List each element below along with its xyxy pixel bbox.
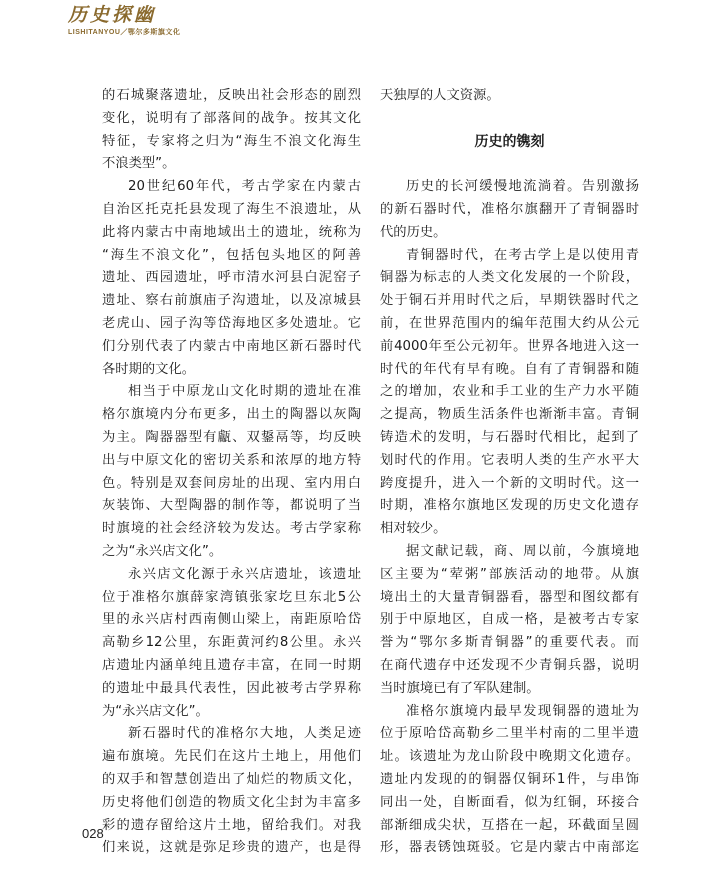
text-line: 遗址内发现的的铜器仅铜环1件，与串饰: [380, 771, 639, 787]
right-column-continuation: [380, 85, 639, 108]
spacer: [380, 108, 639, 131]
section-title: 历史探幽: [68, 4, 157, 26]
text-line: 前，在世界范围内的编年范围大约从公元: [380, 315, 639, 331]
right-column-body: [380, 176, 639, 860]
text-line: 各时期的文化。: [102, 361, 196, 377]
text-line: 别于中原地区，自成一格，是被考古专家: [380, 612, 639, 628]
text-line: 区主要为“荤粥”部族活动的地带。从旗: [380, 566, 639, 582]
spacer: [380, 153, 639, 176]
text-line: 誉为“鄂尔多斯青铜器”的重要代表。而: [380, 635, 639, 651]
text-line: 处于铜石并用时代之后，早期铁器时代之: [380, 293, 639, 309]
text-line: 的石城聚落遗址，反映出社会形态的剧烈: [102, 88, 361, 103]
page-number: 028: [82, 826, 104, 841]
text-line: 20世纪60年代，考古学家在内蒙古: [128, 179, 361, 195]
text-line: 的遗址中最具代表性，因此被考古学界称: [102, 680, 361, 696]
text-line: 遗址、察右前旗庙子沟遗址，以及凉城县: [102, 293, 361, 309]
text-line: 此将内蒙古中南地域出土的遗址，统称为: [102, 224, 361, 240]
text-line: 准格尔旗境内最早发现铜器的遗址为: [406, 703, 639, 719]
text-line: 据文献记载，商、周以前，今旗境地: [406, 543, 639, 559]
text-line: 天独厚的人文资源。: [380, 88, 500, 103]
text-line: 之提高，物质生活条件也渐渐丰富。青铜: [380, 407, 639, 423]
text-line: 的双手和智慧创造出了灿烂的物质文化，: [102, 771, 361, 787]
text-line: 彩的遗存留给这片土地，留给我们。对我: [102, 817, 361, 833]
section-heading: 历史的镌刻: [474, 133, 545, 150]
text-line: 出与中原文化的密切关系和浓厚的地方特: [102, 452, 361, 468]
text-line: 老虎山、园子沟等岱海地区多处遗址。它: [102, 315, 361, 331]
text-line: 之的增加，农业和手工业的生产力水平随: [380, 384, 639, 400]
text-line: 历史将他们创造的物质文化尘封为丰富多: [102, 794, 361, 810]
text-line: 遗址、西园遗址，呼市清水河县白泥窑子: [102, 270, 361, 286]
text-line: 形，器表锈蚀斑驳。它是内蒙古中南部迄: [380, 840, 639, 856]
text-line: 店遗址内涵单纯且遗存丰富，在同一时期: [102, 657, 361, 673]
text-line: 格尔旗境内分布更多，出土的陶器以灰陶: [102, 407, 361, 423]
text-line: 里的永兴店村西南侧山梁上，南距原哈岱: [102, 612, 361, 628]
text-line: 相对较少。: [380, 521, 447, 537]
text-line: 址。该遗址为龙山阶段中晚期文化遗存。: [380, 749, 639, 765]
text-line: 位于原哈岱高勒乡二里半村南的二里半遗: [380, 726, 639, 742]
text-line: 位于准格尔旗薛家湾镇张家圪旦东北5公: [102, 589, 361, 605]
text-line: 铸造术的发明，与石器时代相比，起到了: [380, 429, 639, 445]
text-line: 自治区托克托县发现了海生不浪遗址，从: [102, 201, 361, 217]
text-line: 变化，说明有了部落间的战争。按其文化: [102, 110, 361, 126]
text-line: 划时代的作用。它表明人类的生产水平大: [380, 452, 639, 468]
text-line: 高勒乡12公里，东距黄河约8公里。永兴: [102, 635, 361, 651]
text-line: 不浪类型”。: [102, 156, 176, 172]
text-line: 相当于中原龙山文化时期的遗址在准: [128, 384, 361, 400]
text-line: 代的历史。: [380, 224, 447, 240]
left-column: [102, 85, 361, 860]
text-line: 色。特别是双套间房址的出现、室内用白: [102, 475, 361, 491]
text-line: 时代的年代有早有晚。自有了青铜器和随: [380, 361, 639, 377]
text-line: 特征，专家将之归为“海生不浪文化海生: [102, 133, 361, 149]
text-line: 部渐细成尖状，互搭在一起，环截面呈圆: [380, 817, 639, 833]
text-line: 遍布旗境。先民们在这片土地上，用他们: [102, 749, 361, 765]
text-line: 青铜器时代，在考古学上是以使用青: [406, 247, 639, 263]
text-line: 之为“永兴店文化”。: [102, 543, 223, 559]
text-line: 当时旗境已有了军队建制。: [380, 680, 540, 696]
text-line: 为“永兴店文化”。: [102, 703, 209, 719]
text-line: 为主。陶器器型有甗、双鋬鬲等，均反映: [102, 429, 361, 445]
text-line: 时旗境的社会经济较为发达。考古学家称: [102, 521, 361, 537]
text-line: 们分别代表了内蒙古中南地区新石器时代: [102, 338, 361, 354]
right-column: [380, 85, 639, 860]
text-line: 同出一处，自断面看，似为红铜，环接合: [380, 794, 639, 810]
text-line: 的新石器时代，准格尔旗翻开了青铜器时: [380, 201, 639, 217]
text-line: 灰装饰、大型陶器的制作等，都说明了当: [102, 498, 361, 514]
text-line: 们来说，这就是弥足珍贵的遗产，也是得: [102, 840, 361, 856]
text-line: 历史的长河缓慢地流淌着。告别激扬: [406, 179, 639, 195]
section-subtitle: LISHITANYOU／鄂尔多斯旗文化: [68, 29, 181, 36]
text-line: 铜器为标志的人类文化发展的一个阶段，: [380, 270, 639, 286]
text-line: “海生不浪文化”，包括包头地区的阿善: [102, 247, 361, 263]
text-line: 在商代遗存中还发现不少青铜兵器，说明: [380, 657, 639, 673]
text-line: 永兴店文化源于永兴店遗址，该遗址: [128, 566, 361, 582]
running-header: [68, 4, 180, 44]
text-line: 境出土的大量青铜器看，器型和图纹都有: [380, 589, 639, 605]
text-line: 跨度提升，进入一个新的文明时代。这一: [380, 475, 639, 491]
text-line: 前4000年至公元初年。世界各地进入这一: [380, 338, 639, 354]
text-line: 时期，准格尔旗地区发现的历史文化遗存: [380, 498, 639, 514]
text-line: 新石器时代的准格尔大地，人类足迹: [128, 726, 361, 742]
